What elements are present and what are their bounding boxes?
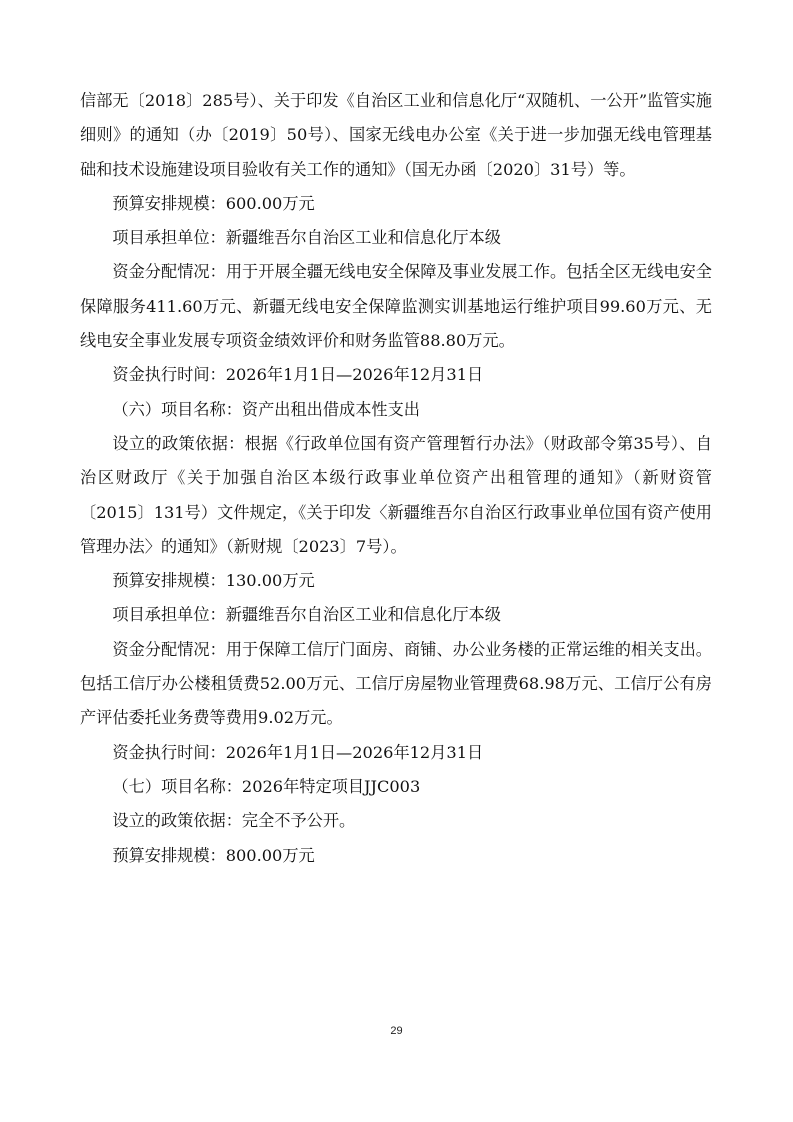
paragraph-fund-allocation: 资金分配情况：用于开展全疆无线电安全保障及事业发展工作。包括全区无线电安全保障服务411.60万元、新疆无线电安全保障监测实训基地运行维护项目99.60万元、无线电安全事业发展专项资金绩效评价和财务监管88.80万元。 (80, 262, 712, 351)
section-heading-6: （六）项目名称：资产出租出借成本性支出 (112, 399, 420, 419)
paragraph-fund-allocation: 资金分配情况：用于保障工信厅门面房、商铺、办公业务楼的正常运维的相关支出。包括工信厅办公楼租赁费52.00万元、工信厅房屋物业管理费68.98万元、工信厅公有房产评估委托业务费等费用9.02万元。 (80, 639, 712, 728)
paragraph-execution-time: 资金执行时间：2026年1月1日—2026年12月31日 (112, 742, 484, 762)
paragraph-budget-scale: 预算安排规模：130.00万元 (112, 571, 315, 591)
paragraph-policy-basis-continued: 信部无〔2018〕285号）、关于印发《自治区工业和信息化厅“双随机、一公开”监管实施细则》的通知（办〔2019〕50号）、国家无线电办公室《关于进一步加强无线电管理基础和技术设施建设项目验收有关工作的通知》（国无办函〔2020〕31号）等。 (80, 91, 712, 179)
paragraph-budget-scale: 预算安排规模：800.00万元 (112, 845, 315, 865)
section-heading-7: （七）项目名称：2026年特定项目JJC003 (112, 776, 421, 796)
page-number: 29 (390, 1025, 403, 1037)
document-body (80, 84, 712, 873)
paragraph-responsible-unit: 项目承担单位：新疆维吾尔自治区工业和信息化厅本级 (112, 605, 501, 625)
paragraph-responsible-unit: 项目承担单位：新疆维吾尔自治区工业和信息化厅本级 (112, 228, 501, 248)
paragraph-execution-time: 资金执行时间：2026年1月1日—2026年12月31日 (112, 365, 484, 385)
paragraph-policy-basis: 设立的政策依据：根据《行政单位国有资产管理暂行办法》（财政部令第35号）、自治区财政厅《关于加强自治区本级行政事业单位资产出租管理的通知》（新财资管〔2015〕131号）文件规定，《关于印发〈新疆维吾尔自治区行政事业单位国有资产使用管理办法〉的通知》（新财规〔2023〕7号）。 (80, 433, 712, 556)
paragraph-budget-scale: 预算安排规模：600.00万元 (112, 193, 315, 213)
paragraph-policy-basis: 设立的政策依据：完全不予公开。 (112, 811, 356, 831)
